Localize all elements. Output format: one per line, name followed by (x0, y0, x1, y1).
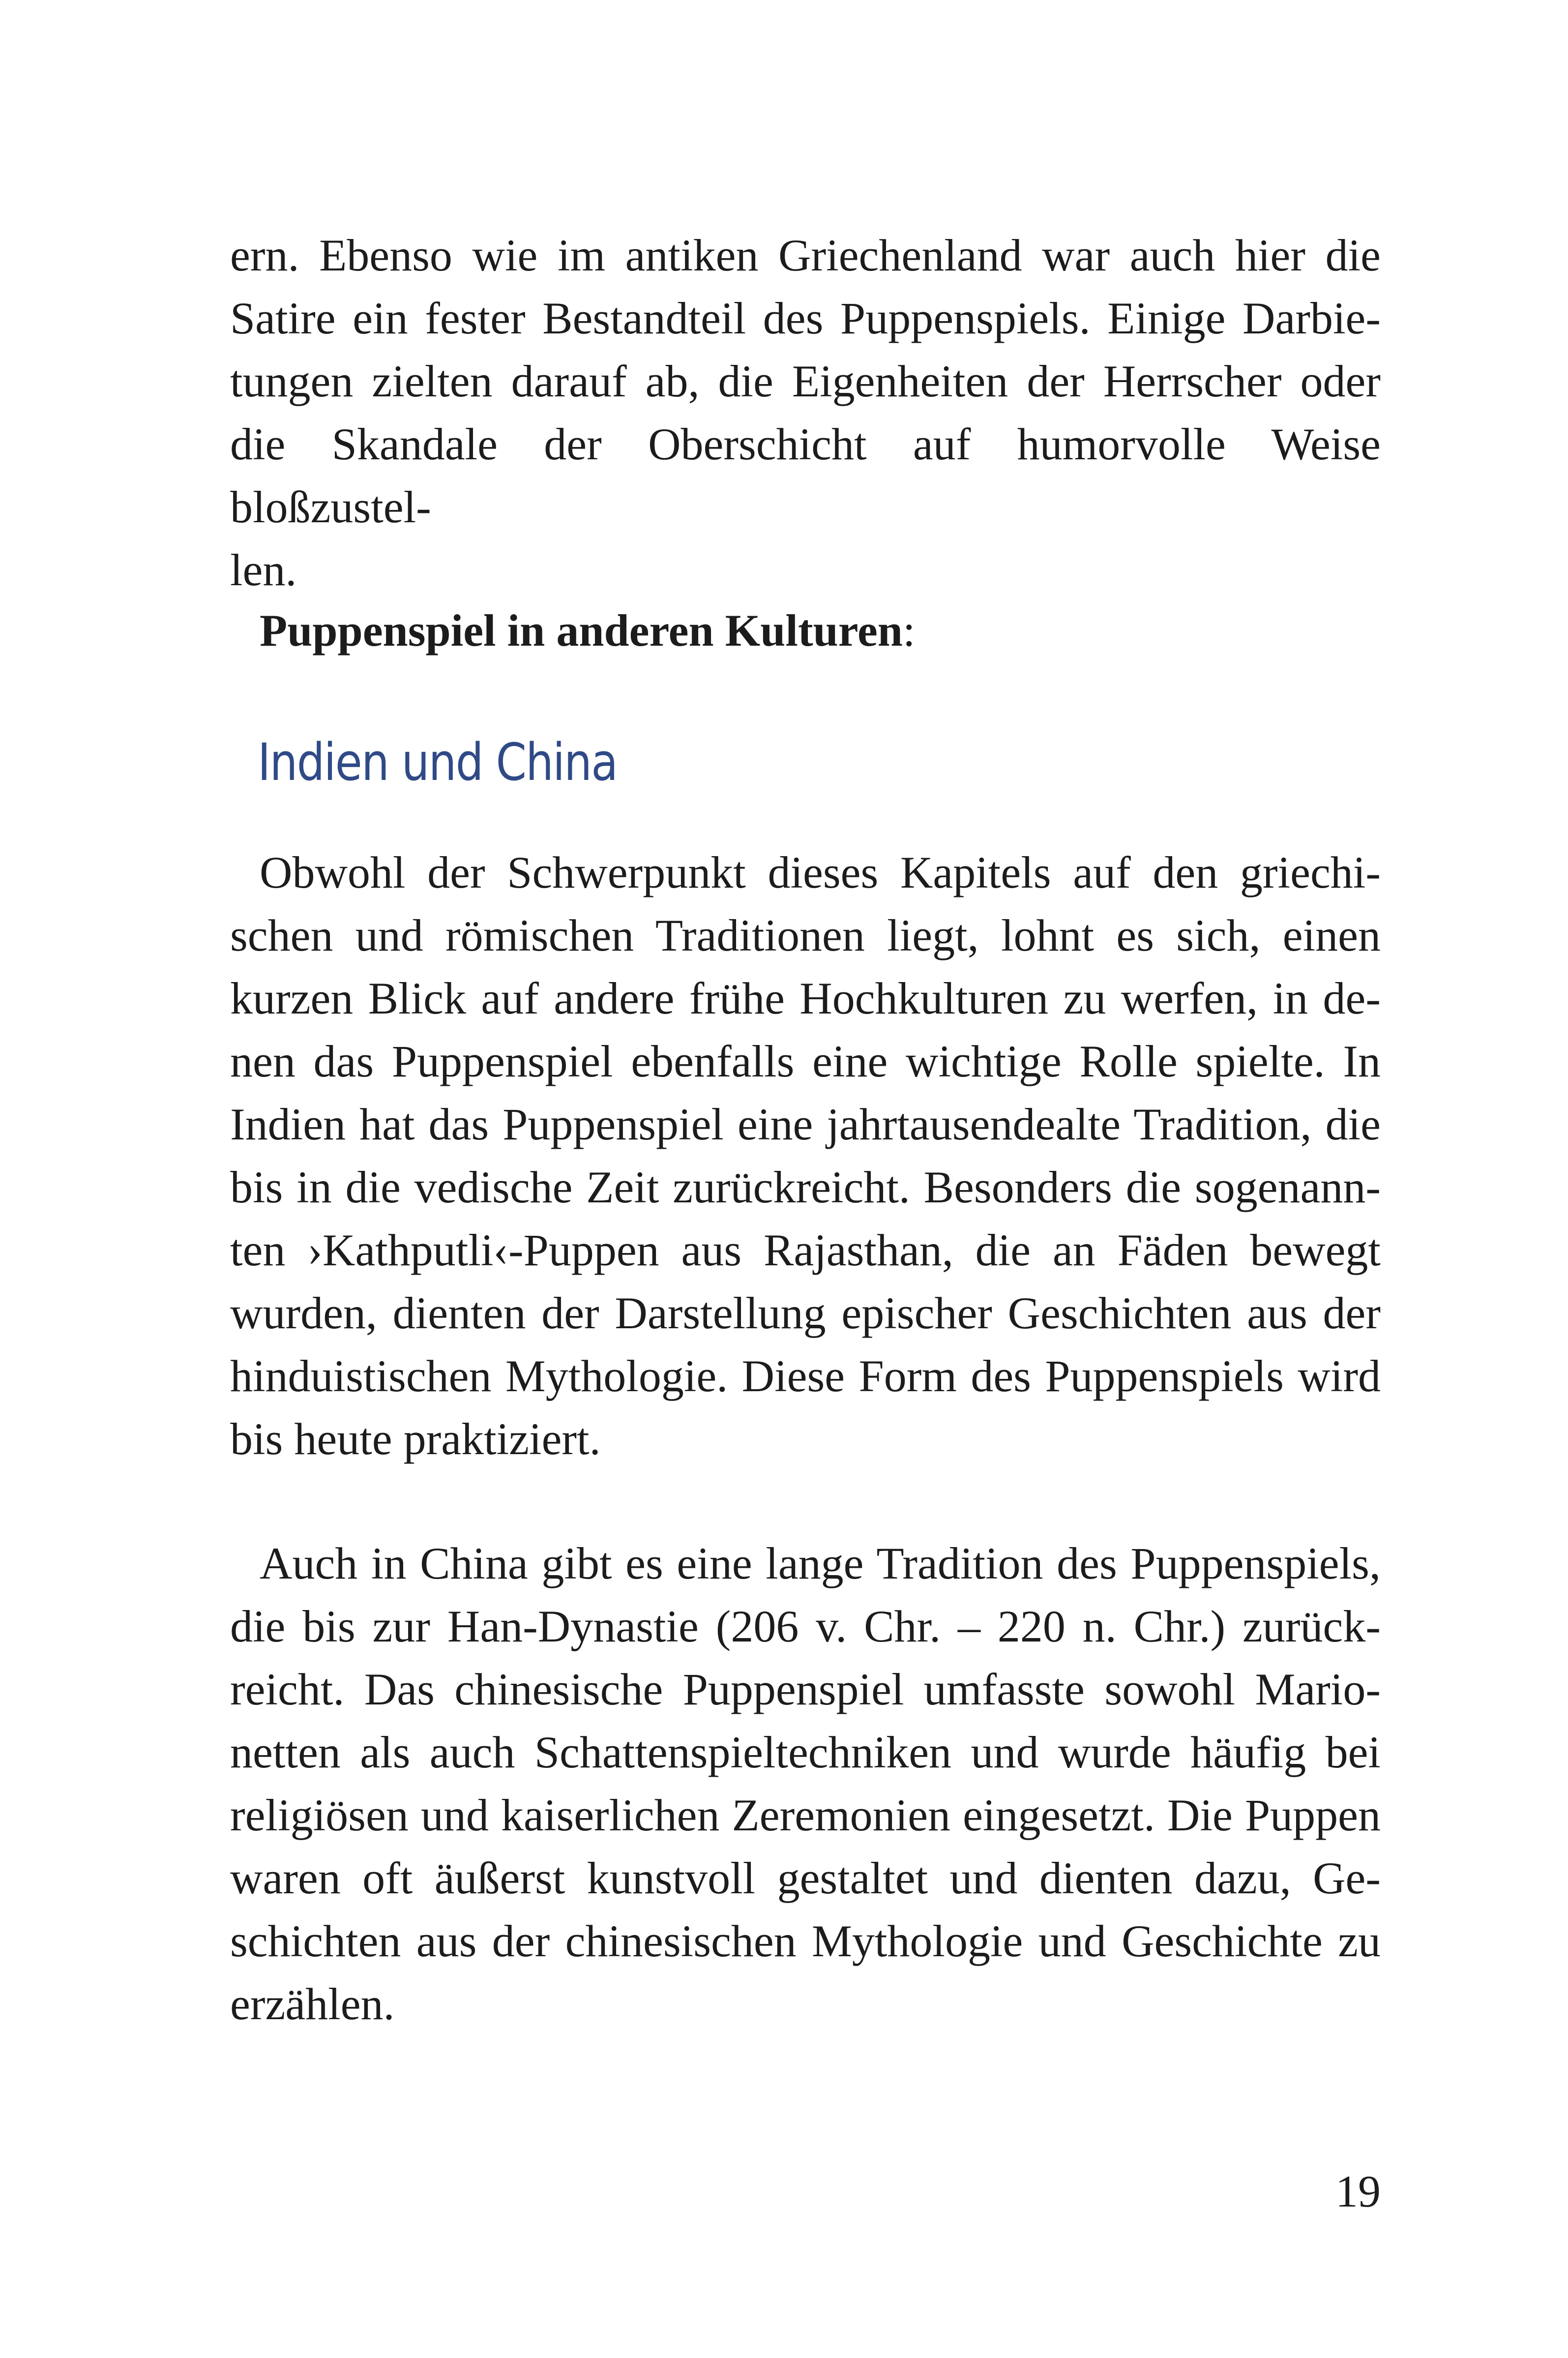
page-number: 19 (1335, 2166, 1381, 2216)
text-line: die Skandale der Oberschicht auf humorvolle Weise bloßzustel- (230, 419, 1381, 532)
section-heading: Indien und China (258, 732, 618, 792)
paragraph-india (230, 841, 1381, 1470)
text-line: waren oft äußerst kunstvoll gestaltet und dienten dazu, Ge- (230, 1853, 1381, 1903)
text-line: nen das Puppenspiel ebenfalls eine wichtige Rolle spielte. In (230, 1036, 1381, 1086)
subheading-text: Puppenspiel in anderen Kulturen (260, 605, 903, 656)
text-line: schichten aus der chinesischen Mythologie und Geschichte zu (230, 1916, 1381, 1966)
paragraph-text (230, 841, 1381, 1470)
text-line: ten ›Kathputli‹-Puppen aus Rajasthan, die an Fäden bewegt (230, 1225, 1381, 1275)
text-line: Indien hat das Puppenspiel eine jahrtausendealte Tradition, die (230, 1099, 1381, 1149)
text-line: hinduistischen Mythologie. Diese Form des Puppenspiels wird (230, 1351, 1381, 1401)
text-line: bis heute praktiziert. (230, 1414, 601, 1464)
paragraph-china (230, 1532, 1381, 2035)
text-line: kurzen Blick auf andere frühe Hochkulturen zu werfen, in de- (230, 973, 1381, 1023)
paragraph-intro (230, 224, 1381, 601)
text-line: Satire ein fester Bestandteil des Puppenspiels. Einige Darbie- (230, 293, 1381, 343)
text-line: schen und römischen Traditionen liegt, lohnt es sich, einen (230, 910, 1381, 960)
text-line: tungen zielten darauf ab, die Eigenheiten der Herrscher oder (230, 356, 1381, 406)
text-line: religiösen und kaiserlichen Zeremonien eingesetzt. Die Puppen (230, 1790, 1381, 1840)
paragraph-text (230, 224, 1381, 601)
text-line: len. (230, 545, 297, 595)
text-line: erzählen. (230, 1979, 395, 2029)
text-line: reicht. Das chinesische Puppenspiel umfasste sowohl Mario- (230, 1664, 1381, 1714)
text-line: die bis zur Han-Dynastie (206 v. Chr. – 220 n. Chr.) zurück- (230, 1601, 1381, 1651)
text-line: ern. Ebenso wie im antiken Griechenland war auch hier die (230, 230, 1381, 280)
text-line: wurden, dienten der Darstellung epischer Geschichten aus der (230, 1288, 1381, 1338)
paragraph-text (230, 1532, 1381, 2035)
text-line: Auch in China gibt es eine lange Tradition des Puppenspiels, (260, 1538, 1381, 1588)
subheading-colon: : (902, 605, 916, 656)
text-line: bis in die vedische Zeit zurückreicht. Besonders die sogenann- (230, 1162, 1381, 1212)
subheading (260, 599, 916, 662)
text-line: netten als auch Schattenspieltechniken und wurde häufig bei (230, 1727, 1381, 1777)
text-line: Obwohl der Schwerpunkt dieses Kapitels auf den griechi- (260, 847, 1381, 897)
